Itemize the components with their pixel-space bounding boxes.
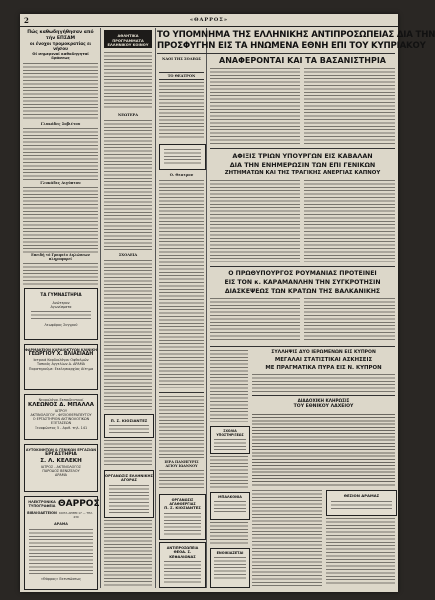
article-body (104, 520, 152, 588)
ad-address: ΚΟΙΤΑ ΑΡΙΘΜ 17 — ΤΗΛ. 430 (58, 511, 94, 519)
ad-line: ΑΚΤΙΝΟΛΟΓΟΥ - ΦΥΣΙΟΘΕΡΑΠΕΥΤΟΥ (30, 413, 92, 417)
ad-line: Νευρολόγοι Εκπαιδευτικοί (38, 398, 84, 402)
section-banner-line: ΕΛΛΗΝΙΚΟΥ ΚΟΙΝΟΥ (107, 43, 149, 48)
section-subhead: ΤΟ ΘΕΑΤΡΟΝ (159, 72, 204, 80)
column-rule (155, 28, 156, 588)
article-body (210, 68, 300, 144)
ad-city: ΔΡΑΜΑ (54, 522, 68, 526)
section-subhead: Γλυκάδες Σοβιέτου (40, 122, 81, 127)
main-subheadline: ΑΝΑΦΕΡΟΝΤΑΙ ΚΑΙ ΤΑ ΒΑΣΑΝΙΣΤΗΡΙΑ (219, 56, 386, 65)
story-headline: ΜΕ ΠΡΑΓΜΑΤΙΚΑ ΠΥΡΑ ΕΙΣ Ν. ΚΥΠΡΟΝ (265, 365, 382, 371)
article-body (210, 350, 248, 422)
section-subhead: ΝΕΩΤΕΡΑ (117, 113, 139, 117)
box-body (214, 501, 246, 513)
newspaper-title: «ΘΑΡΡΟΣ» (190, 17, 228, 23)
divider (210, 148, 395, 149)
masthead (20, 14, 398, 27)
lottery-results-table (252, 414, 395, 486)
ad-name: ΓΕΩΡΓΙΟΥ Χ. ΒΛΙΑΕΙΑΔΗ (28, 352, 94, 358)
article-body (304, 298, 395, 342)
article-body (252, 374, 395, 392)
page-number: 2 (24, 16, 29, 25)
article-body (210, 298, 300, 342)
ad-workshop (24, 444, 98, 492)
ad-line: Ξενοφώντος 5 - Αριθ. τηλ. 141 (34, 425, 88, 430)
article-body (304, 68, 395, 144)
box-title: ΜΠΑΛΚΟΝΙΑ (218, 495, 242, 499)
divider (252, 395, 395, 396)
article-body (304, 180, 395, 262)
ad-line: Ανώτερον (52, 301, 70, 305)
ad-line: Ιατρικά Καρδιολόγου Οφθαλμών (33, 358, 89, 363)
main-headline: ΠΡΟΣΦΥΓΗΝ ΕΙΣ ΤΑ ΗΝΩΜΕΝΑ ΕΘΝΗ ΕΠΙ ΤΟΥ ΚΥΠΡΙΑΚΟΥ (157, 41, 426, 51)
article-body (326, 518, 395, 586)
divider (210, 266, 395, 267)
ad-tharros-printing (24, 496, 98, 590)
ad-title: ΤΑ ΓΥΜΝΑΣΤΗΡΙΑ (40, 292, 82, 297)
article-body (210, 522, 248, 544)
ad-line: ΙΑΤΡΟΣ - ΑΚΤΙΝΟΛΟΓΟΣ (40, 464, 82, 469)
lead-headline: Πώς καθωδηγήθησαν από τήν ΕΠΣΑΜ (27, 30, 94, 41)
box-body (214, 439, 246, 451)
column-rule (100, 28, 101, 588)
ad-name: ΘΑΡΡΟΣ (58, 499, 100, 509)
lead-subheadline: οι ένοχοι τρομοκρατίας ει νήσου (29, 41, 92, 52)
ad-pharmacy (24, 344, 98, 390)
left-column (23, 30, 98, 285)
ad-body (31, 311, 91, 321)
lead-deck: Οί σημερινοί καθοδηγηταί δράσεως (32, 50, 89, 61)
ad-kiosiantes (104, 414, 154, 438)
section-subhead: ΙΕΡΑ ΠΑΝΗΓΥΡΙΣ ΑΓΙΟΥ ΙΩΑΝΝΟΥ (164, 460, 199, 469)
divider (157, 53, 395, 54)
ad-label: ΒΙΒΛΙΟΔΕΤΕΙΟΝ (27, 511, 57, 516)
ad-antiprosopeia (159, 542, 206, 588)
section-subhead: Γλυκάδες Αιγύπτου (40, 181, 81, 186)
ad-body (109, 425, 149, 433)
box-title: ΣΧΟΛΙΑ ΥΠΟΣΤΗΡΙΞΕΩΣ (216, 429, 244, 437)
article-body (104, 440, 152, 466)
ad-line: ΑΥΤΟΚΙΝΗΤΩΝ & ΓΕΝΙΚΩΝ ΕΡΓΑΣΙΩΝ (25, 448, 97, 452)
divider (159, 392, 204, 393)
newspaper-page (20, 14, 435, 592)
article-body (159, 82, 204, 140)
story-headline: ΖΗΤΗΜΑΤΩΝ ΚΑΙ ΤΗΣ ΤΡΑΓΙΚΗΣ ΑΝΕΡΓΙΑΣ ΚΑΠΝΟΥ (224, 170, 381, 176)
ad-line: ΕΡΓΑΣΤΗΡΙΑ (45, 452, 77, 458)
box-d (326, 490, 397, 516)
ad-name: Π. Σ. ΚΙΟΣΙΑΝΤΕΣ (164, 505, 201, 511)
article-body (23, 128, 98, 180)
section-banner-line: ΑΘΛΗΤΙΚΑ ΠΡΟΓΡΑΜΜΑΤΑ (112, 34, 144, 43)
article-body (23, 187, 98, 253)
divider (210, 346, 395, 347)
article-body (23, 263, 98, 285)
story-headline: ΜΕΓΑΛΑΙ ΣΤΑΤΙΣΤΙΚΑΙ ΑΣΚΗΣΕΙΣ (274, 357, 373, 363)
box-a (210, 426, 250, 454)
ad-organization (104, 470, 154, 518)
ad-line: Τοπικός Αγγελίων Δ. ΔΡΑΜΑ (36, 362, 85, 367)
ad-body (164, 561, 201, 583)
ad-line: Ο ΕΡΓΑΣΤΗΡΙΟΝ ΑΚΤΙΝΟΛΟΓΙΚΩΝ ΕΞΕΤΑΣΕΩΝ (32, 417, 90, 426)
box-body (214, 557, 246, 581)
article-body (104, 52, 152, 110)
article-body (23, 63, 98, 121)
ad-name: ΘΕΟΔ. Σ. ΚΕΦΑΛΙΩΝΑΣ (169, 550, 196, 559)
article-body (104, 260, 152, 410)
section-banner (104, 30, 152, 48)
ad-name: Π. Σ. ΚΙΟΣΙΑΝΤΕΣ (110, 418, 148, 423)
ad-body (164, 513, 201, 535)
ad-footer: «Θάρρος» Εκτυπώσεως (40, 577, 82, 581)
ad-title: ΑΝΤΙΠΡΟΣΩΠΕΙΑ (166, 546, 199, 550)
article-body (159, 180, 204, 388)
box-body (331, 501, 392, 511)
lottery-headline: ΔΙΑΔΟΧΙΚΗ ΚΛΗΡΩΣΙΣ (297, 398, 350, 403)
ad-agathoergia (159, 494, 206, 540)
article-body (210, 180, 300, 262)
section-subhead: ΣΧΟΛΕΙΑ (118, 253, 138, 257)
ad-name: Σ. Λ. ΚΕΛΕΚΗ (40, 458, 82, 464)
article-body (159, 470, 204, 490)
ad-label: ΤΥΠΟΓΡΑΦΕΙΑ (28, 504, 56, 509)
ad-line: Αγωνίσματα (50, 305, 72, 310)
center-box (159, 144, 206, 170)
ad-line: ΦΑΡΜΑΚΕΙΟΝ ΚΑΡΔΙΟΚΤΥΩΝ ΚΛΙΝΙΚΗ (25, 348, 97, 352)
ad-body (164, 149, 201, 165)
story-headline: ΑΦΙΞΙΣ ΤΡΙΩΝ ΥΠΟΥΡΓΩΝ ΕΙΣ ΚΑΒΑΛΑΝ (232, 152, 373, 160)
article-body (210, 456, 248, 488)
story-headline: ΔΙΑ ΤΗΝ ΕΝΗΜΕΡΩΣΙΝ ΤΩΝ ΕΠΙ ΓΕΝΙΚΩΝ (229, 161, 376, 169)
section-subhead: Ο. Θεατρον (169, 173, 194, 177)
ad-title: ΟΡΓΑΝΩΣΙΣ ΑΓΑΘΟΕΡΓΙΑΣ (169, 498, 196, 507)
story-headline: Ο ΠΡΩΘΥΠΟΥΡΓΟΣ ΡΟΥΜΑΝΙΑΣ ΠΡΟΤΕΙΝΕΙ (228, 270, 377, 277)
article-body (159, 396, 204, 458)
article-body (104, 120, 152, 250)
aside-head: ΝΑΟΙ ΤΗΣ ΣΟΛΕΩΣ (162, 57, 201, 61)
ad-gymnastirion (24, 288, 98, 340)
ad-name: ΚΛΕΩΝΟΣ Δ. ΜΠΑΛΛΑ (28, 402, 94, 409)
story-headline: ΣΥΛΛΗΨΙΣ ΔΥΟ ΙΕΡΩΜΕΝΩΝ ΕΙΣ ΚΥΠΡΟΝ (271, 350, 376, 355)
lottery-headline: ΤΟΥ ΕΘΝΙΚΟΥ ΛΑΧΕΙΟΥ (293, 404, 354, 409)
box-b (210, 492, 250, 520)
main-headline: ΤΟ ΥΠΟΜΝΗΜΑ ΤΗΣ ΕΛΛΗΝΙΚΗΣ ΑΝΤΙΠΡΟΣΩΠΕΙΑΣ ΔΙΑ ΤΗΝ (157, 30, 435, 40)
ad-body (29, 529, 93, 575)
box-title: ΘΕΣΙΟΝ ΔΡΑΜΑΣ (343, 493, 380, 498)
caption: Επειδή τό Γραφείο Δηλώσεων πληροφορεί (31, 253, 90, 262)
ad-line: Λεωφόρος Συγγρού (44, 323, 78, 328)
box-c (210, 548, 250, 588)
ad-line: ΙΑΤΡΟΥ (54, 408, 68, 413)
box-title: ΕΝΟΙΚΙΑΖΕΤΑΙ (216, 551, 244, 555)
ad-title: ΟΡΓΑΝΩΣΙΣ ΕΛΛΗΝΙΚΗΣ ΑΓΟΡΑΣ (105, 474, 153, 483)
ad-line: Παρατηρούμε: Εκκλησιαρχίας Αίτημα (28, 366, 94, 371)
ad-label: ΗΛΕΚΤΡΟΝΙΚΑ (28, 500, 56, 504)
article-body (252, 490, 322, 586)
story-headline: ΕΙΣ ΤΟΝ κ. ΚΑΡΑΜΑΝΛΗΝ ΤΗΝ ΣΥΓΚΡΟΤΗΣΙΝ (224, 279, 381, 286)
ad-body (109, 485, 149, 515)
ad-line: ΠΑΡΟΔΟΣ ΒΕΝΙΖΕΛΟΥ (42, 469, 80, 473)
column-rule (206, 28, 207, 588)
ad-line: ΔΡΑΜΑ (55, 473, 67, 478)
story-headline: ΔΙΑΣΚΕΨΕΩΣ ΤΩΝ ΚΡΑΤΩΝ ΤΗΣ ΒΑΛΚΑΝΙΚΗΣ (224, 288, 381, 295)
ad-doctor (24, 394, 98, 440)
